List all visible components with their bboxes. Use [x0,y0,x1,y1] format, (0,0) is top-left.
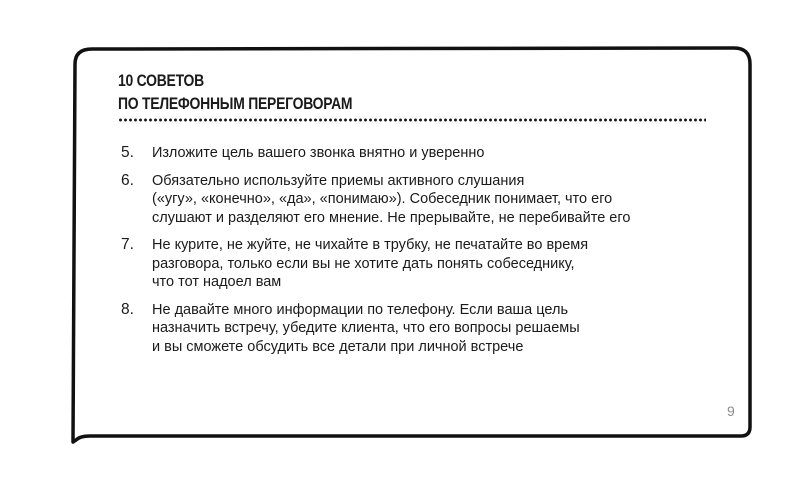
tips-card [118,70,718,365]
tip-text: Не курите, не жуйте, не чихайте в трубку, не печатайте во время разговора, только если вы не хотите дать понять собеседнику, что тот надоел вам [152,237,589,290]
tip-item-8 [118,301,718,357]
tip-text: Не давайте много информации по телефону. Если ваша цель назначить встречу, убедите клиента, что его вопросы решаемы и вы сможете обсудить все детали при личной встрече [152,301,580,355]
tip-item-7 [118,236,718,292]
tip-text: Обязательно используйте приемы активного слушания («угу», «конечно», «да», «понимаю»). Собеседник понимает, что его слушают и разделяют его мнение. Не прерывайте, не перебивайте его [152,172,631,226]
title-line-1: 10 СОВЕТОВ [118,71,204,90]
tip-number: 6. [121,171,134,189]
tip-number: 8. [121,300,134,318]
title-line-2: ПО ТЕЛЕФОННЫМ ПЕРЕГОВОРАМ [118,94,353,113]
tip-item-6 [118,172,718,228]
dotted-divider [118,118,706,122]
tip-text: Изложите цель вашего звонка внятно и уверенно [152,145,485,161]
tip-number: 7. [121,236,134,253]
tips-list [118,144,718,356]
tip-number: 5. [121,144,134,161]
page-number: 9 [727,403,735,419]
tip-item-5 [118,144,718,163]
